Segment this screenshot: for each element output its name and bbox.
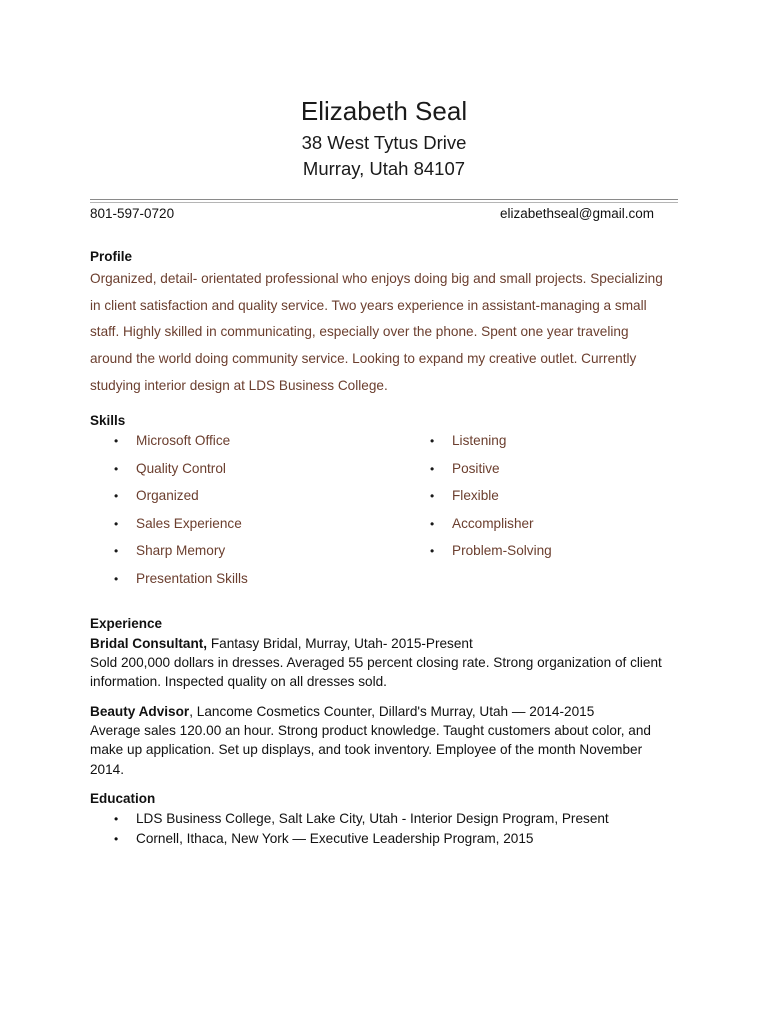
skill-label: Listening — [452, 433, 507, 448]
bullet-icon: • — [114, 544, 119, 559]
profile-line: in client satisfaction and quality service. Two years experience in assistant-managing a small — [90, 297, 647, 313]
bullet-icon: • — [114, 571, 119, 586]
skill-label: Microsoft Office — [136, 433, 231, 448]
bullet-icon: • — [114, 832, 119, 846]
skill-label: Organized — [136, 488, 199, 504]
job-entry — [90, 634, 680, 692]
profile-line: around the world doing community service. Looking to expand my creative outlet. Currently — [90, 351, 637, 367]
skill-item — [90, 458, 248, 486]
job-role: Beauty Advisor — [90, 704, 190, 719]
skill-item — [406, 458, 552, 486]
email-address: elizabethseal@gmail.com — [499, 206, 654, 221]
skill-item — [406, 485, 552, 513]
skill-label: Flexible — [452, 488, 499, 504]
skill-label: Positive — [452, 460, 500, 476]
bullet-icon: • — [430, 489, 435, 504]
resume-header — [0, 92, 768, 182]
address-line-2: Murray, Utah 84107 — [302, 158, 466, 179]
education-label: LDS Business College, Salt Lake City, Utah - Interior Design Program, Present — [136, 811, 609, 826]
bullet-icon: • — [430, 544, 435, 559]
skill-item — [90, 568, 248, 596]
skill-label: Sharp Memory — [136, 543, 226, 559]
bullet-icon: • — [114, 489, 119, 504]
job-description-line: Sold 200,000 dollars in dresses. Averaged 55 percent closing rate. Strong organization of client — [90, 655, 662, 671]
skills-list-left — [90, 430, 248, 596]
education-heading: Education — [90, 791, 156, 806]
job-entry — [90, 702, 680, 779]
skill-label: Quality Control — [136, 460, 226, 476]
bullet-icon: • — [114, 461, 119, 476]
skill-item — [90, 485, 248, 513]
bullet-icon: • — [430, 461, 435, 476]
profile-line: Organized, detail- orientated professional who enjoys doing big and small projects. Specializing — [90, 271, 663, 286]
bullet-icon: • — [430, 434, 435, 448]
skill-item — [90, 513, 248, 541]
skill-item — [406, 540, 552, 568]
job-details: Fantasy Bridal, Murray, Utah- 2015-Present — [207, 636, 473, 651]
header-divider — [90, 199, 678, 200]
phone-number: 801-597-0720 — [90, 206, 175, 221]
skill-item — [406, 513, 552, 541]
bullet-icon: • — [114, 516, 119, 531]
bullet-icon: • — [114, 812, 119, 826]
job-description-line: make up application. Set up displays, and took inventory. Employee of the month November — [90, 742, 643, 758]
job-description-line: 2014. — [90, 761, 125, 777]
skill-label: Sales Experience — [136, 515, 242, 531]
skill-label: Problem-Solving — [452, 543, 552, 559]
skill-label: Accomplisher — [452, 515, 534, 531]
education-list — [90, 809, 609, 849]
skill-item — [90, 540, 248, 568]
skills-heading: Skills — [90, 413, 126, 428]
skill-item — [406, 430, 552, 458]
education-label: Cornell, Ithaca, New York — Executive Leadership Program, 2015 — [136, 831, 534, 846]
job-description-line: information. Inspected quality on all dresses sold. — [90, 674, 387, 690]
header-divider-shadow — [90, 202, 678, 203]
profile-line: staff. Highly skilled in communicating, especially over the phone. Spent one year traveling — [90, 324, 629, 340]
candidate-name: Elizabeth Seal — [300, 96, 468, 126]
experience-heading: Experience — [90, 616, 163, 631]
skill-item — [90, 430, 248, 458]
skill-label: Presentation Skills — [136, 570, 248, 586]
bullet-icon: • — [114, 434, 119, 448]
job-description-line: Average sales 120.00 an hour. Strong product knowledge. Taught customers about color, and — [90, 723, 651, 739]
job-details: , Lancome Cosmetics Counter, Dillard's Murray, Utah — 2014-2015 — [189, 704, 595, 719]
education-item — [90, 829, 609, 849]
job-title-line — [90, 702, 680, 721]
address-line-1: 38 West Tytus Drive — [301, 132, 467, 153]
bullet-icon: • — [430, 516, 435, 531]
skills-list-right — [406, 430, 552, 568]
profile-heading: Profile — [90, 249, 133, 264]
profile-text — [90, 266, 680, 400]
education-item — [90, 809, 609, 829]
job-role: Bridal Consultant, — [90, 636, 208, 651]
profile-line: studying interior design at LDS Business College. — [90, 377, 388, 393]
job-title-line — [90, 634, 680, 653]
